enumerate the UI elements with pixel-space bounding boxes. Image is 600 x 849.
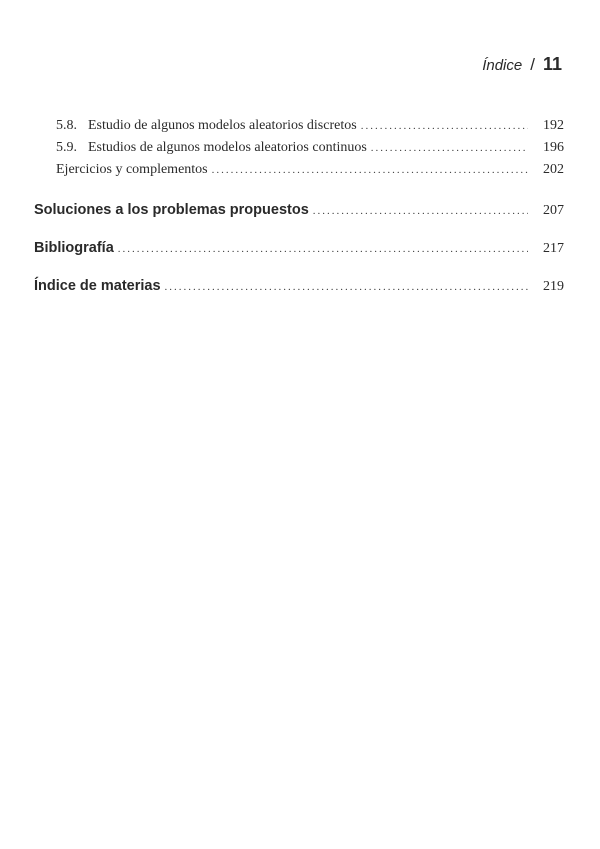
toc-subentry-page: 202 — [543, 162, 564, 177]
toc-entry-indice-materias — [34, 278, 564, 316]
dot-leader — [212, 164, 528, 176]
running-head-section: Índice — [482, 57, 523, 74]
toc-subentry-5-9 — [34, 140, 564, 162]
dot-leader — [165, 281, 528, 293]
toc-entry-soluciones — [34, 202, 564, 240]
page-number: 11 — [542, 54, 562, 74]
toc-subentry-ejercicios — [34, 162, 564, 184]
dot-leader — [118, 243, 528, 255]
toc-subentry-title: Estudio de algunos modelos aleatorios discretos — [88, 118, 357, 133]
toc-subentry-page: 196 — [543, 140, 564, 155]
toc-subentry-number: 5.8. — [56, 118, 77, 133]
toc-subentry-page: 192 — [543, 118, 564, 133]
toc-entry-title: Índice de materias — [34, 278, 161, 294]
toc-subentry-title: Ejercicios y complementos — [56, 162, 208, 177]
dot-leader — [313, 205, 528, 217]
toc-subentry-number: 5.9. — [56, 140, 77, 155]
table-of-contents — [34, 118, 564, 316]
toc-entry-page: 207 — [543, 203, 564, 218]
toc-entry-bibliografia — [34, 240, 564, 278]
toc-entry-title: Bibliografía — [34, 240, 114, 256]
toc-entry-page: 219 — [543, 279, 564, 294]
toc-subentry-5-8 — [34, 118, 564, 140]
dot-leader — [371, 142, 528, 154]
running-head — [482, 54, 562, 75]
toc-subentry-title: Estudios de algunos modelos aleatorios continuos — [88, 140, 367, 155]
dot-leader — [361, 120, 528, 132]
running-head-separator: / — [530, 55, 535, 74]
toc-entry-page: 217 — [543, 241, 564, 256]
toc-entry-title: Soluciones a los problemas propuestos — [34, 202, 309, 218]
